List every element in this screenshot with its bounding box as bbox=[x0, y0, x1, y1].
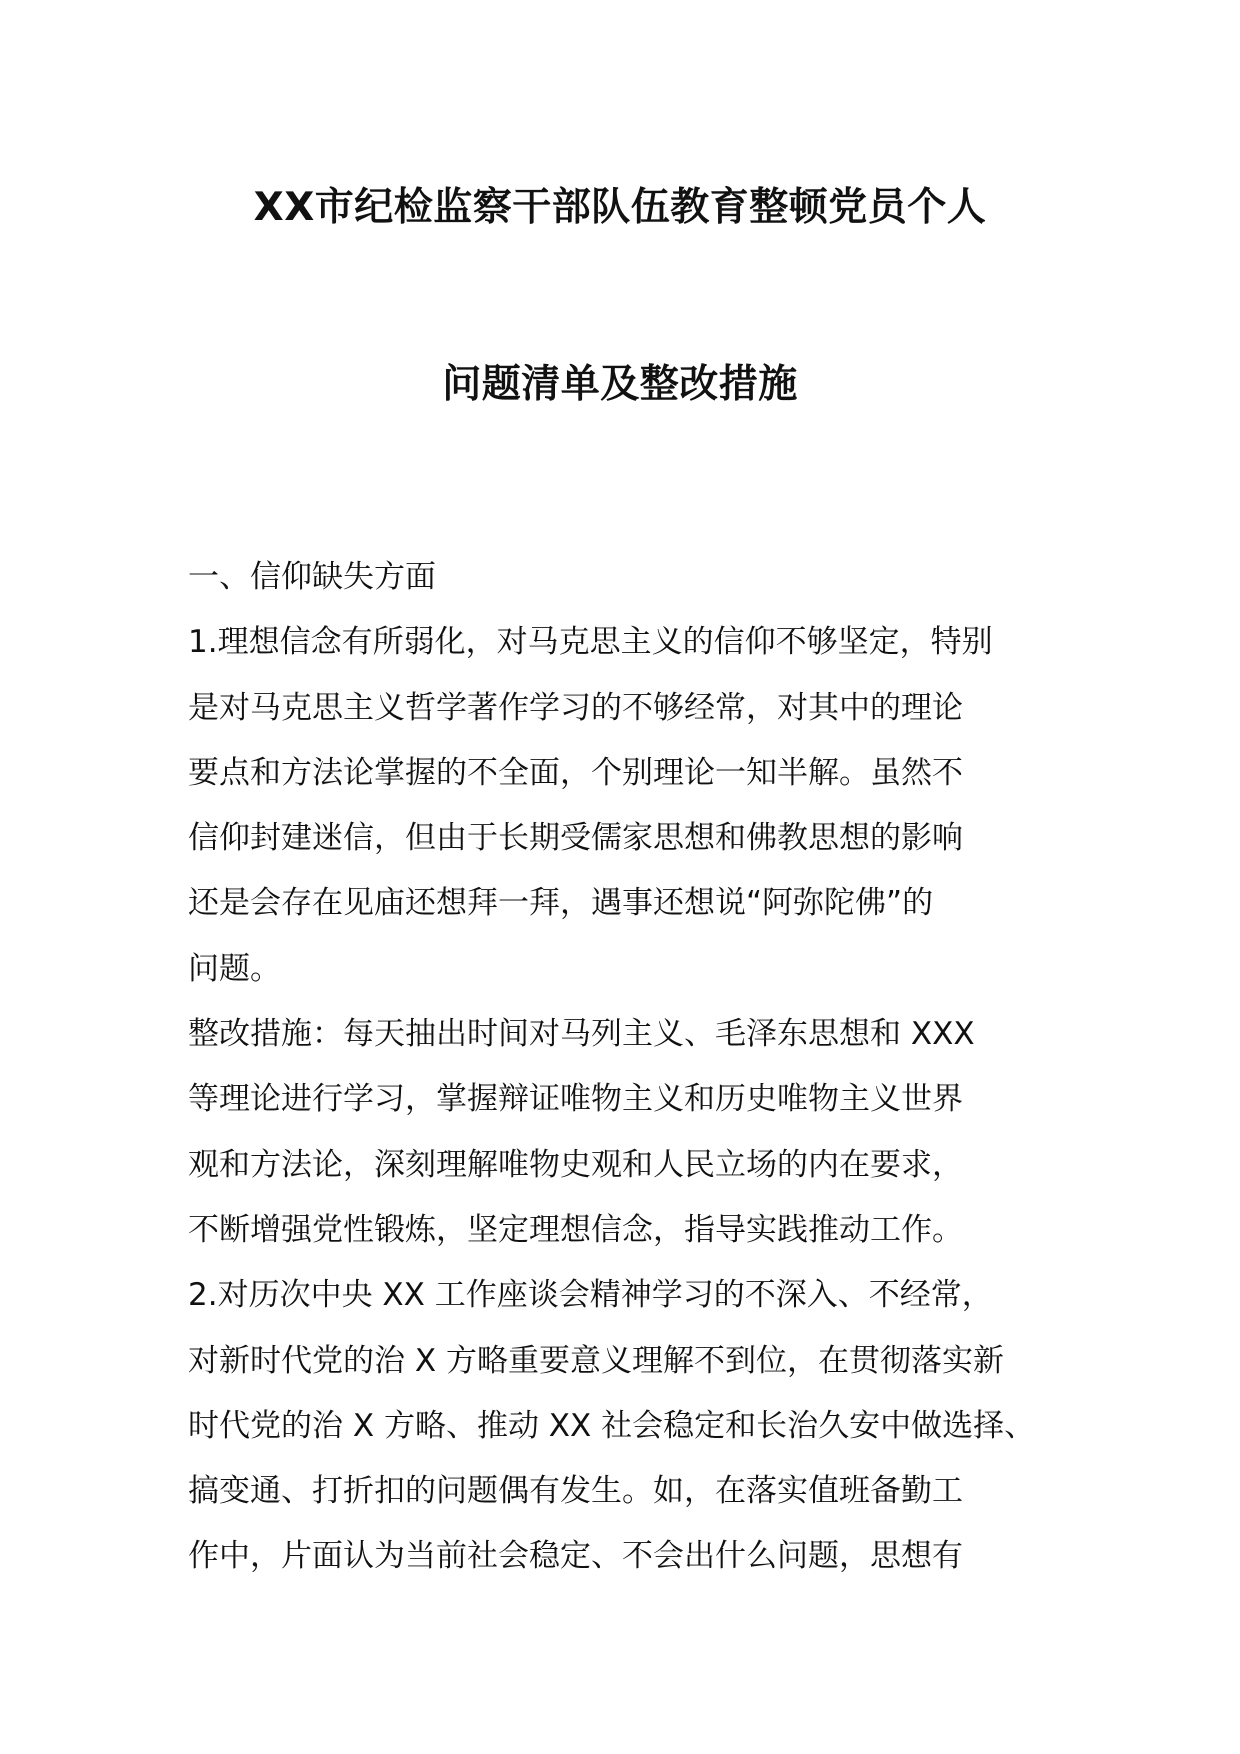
body-line: 不断增强党性锻炼，坚定理想信念，指导实践推动工作。 bbox=[188, 1211, 963, 1248]
body-line: 整改措施：每天抽出时间对马列主义、毛泽东思想和 XXX bbox=[188, 1016, 975, 1053]
document-body bbox=[188, 545, 1068, 1590]
section-heading: 一、信仰缺失方面 bbox=[188, 559, 436, 595]
body-line: 信仰封建迷信，但由于长期受儒家思想和佛教思想的影响 bbox=[188, 820, 963, 857]
body-line: 问题。 bbox=[188, 950, 281, 987]
body-line: 观和方法论，深刻理解唯物史观和人民立场的内在要求， bbox=[188, 1146, 963, 1183]
body-line: 要点和方法论掌握的不全面，个别理论一知半解。虽然不 bbox=[188, 754, 963, 791]
body-line: 作中，片面认为当前社会稳定、不会出什么问题，思想有 bbox=[188, 1538, 963, 1575]
body-line: 对新时代党的治 X 方略重要意义理解不到位，在贯彻落实新 bbox=[188, 1342, 1004, 1379]
document-title-line-2: 问题清单及整改措施 bbox=[442, 362, 798, 407]
body-line: 时代党的治 X 方略、推动 XX 社会稳定和长治久安中做选择、 bbox=[188, 1407, 1036, 1444]
body-line: 是对马克思主义哲学著作学习的不够经常，对其中的理论 bbox=[188, 689, 963, 726]
body-line: 还是会存在见庙还想拜一拜，遇事还想说“阿弥陀佛”的 bbox=[188, 885, 934, 922]
body-line: 1.理想信念有所弱化，对马克思主义的信仰不够坚定，特别 bbox=[188, 624, 993, 661]
body-line: 搞变通、打折扣的问题偶有发生。如，在落实值班备勤工 bbox=[188, 1473, 963, 1510]
document-title-line-1: XX市纪检监察干部队伍教育整顿党员个人 bbox=[253, 185, 987, 230]
body-line: 2.对历次中央 XX 工作座谈会精神学习的不深入、不经常， bbox=[188, 1277, 993, 1314]
body-line: 等理论进行学习，掌握辩证唯物主义和历史唯物主义世界 bbox=[188, 1081, 963, 1118]
